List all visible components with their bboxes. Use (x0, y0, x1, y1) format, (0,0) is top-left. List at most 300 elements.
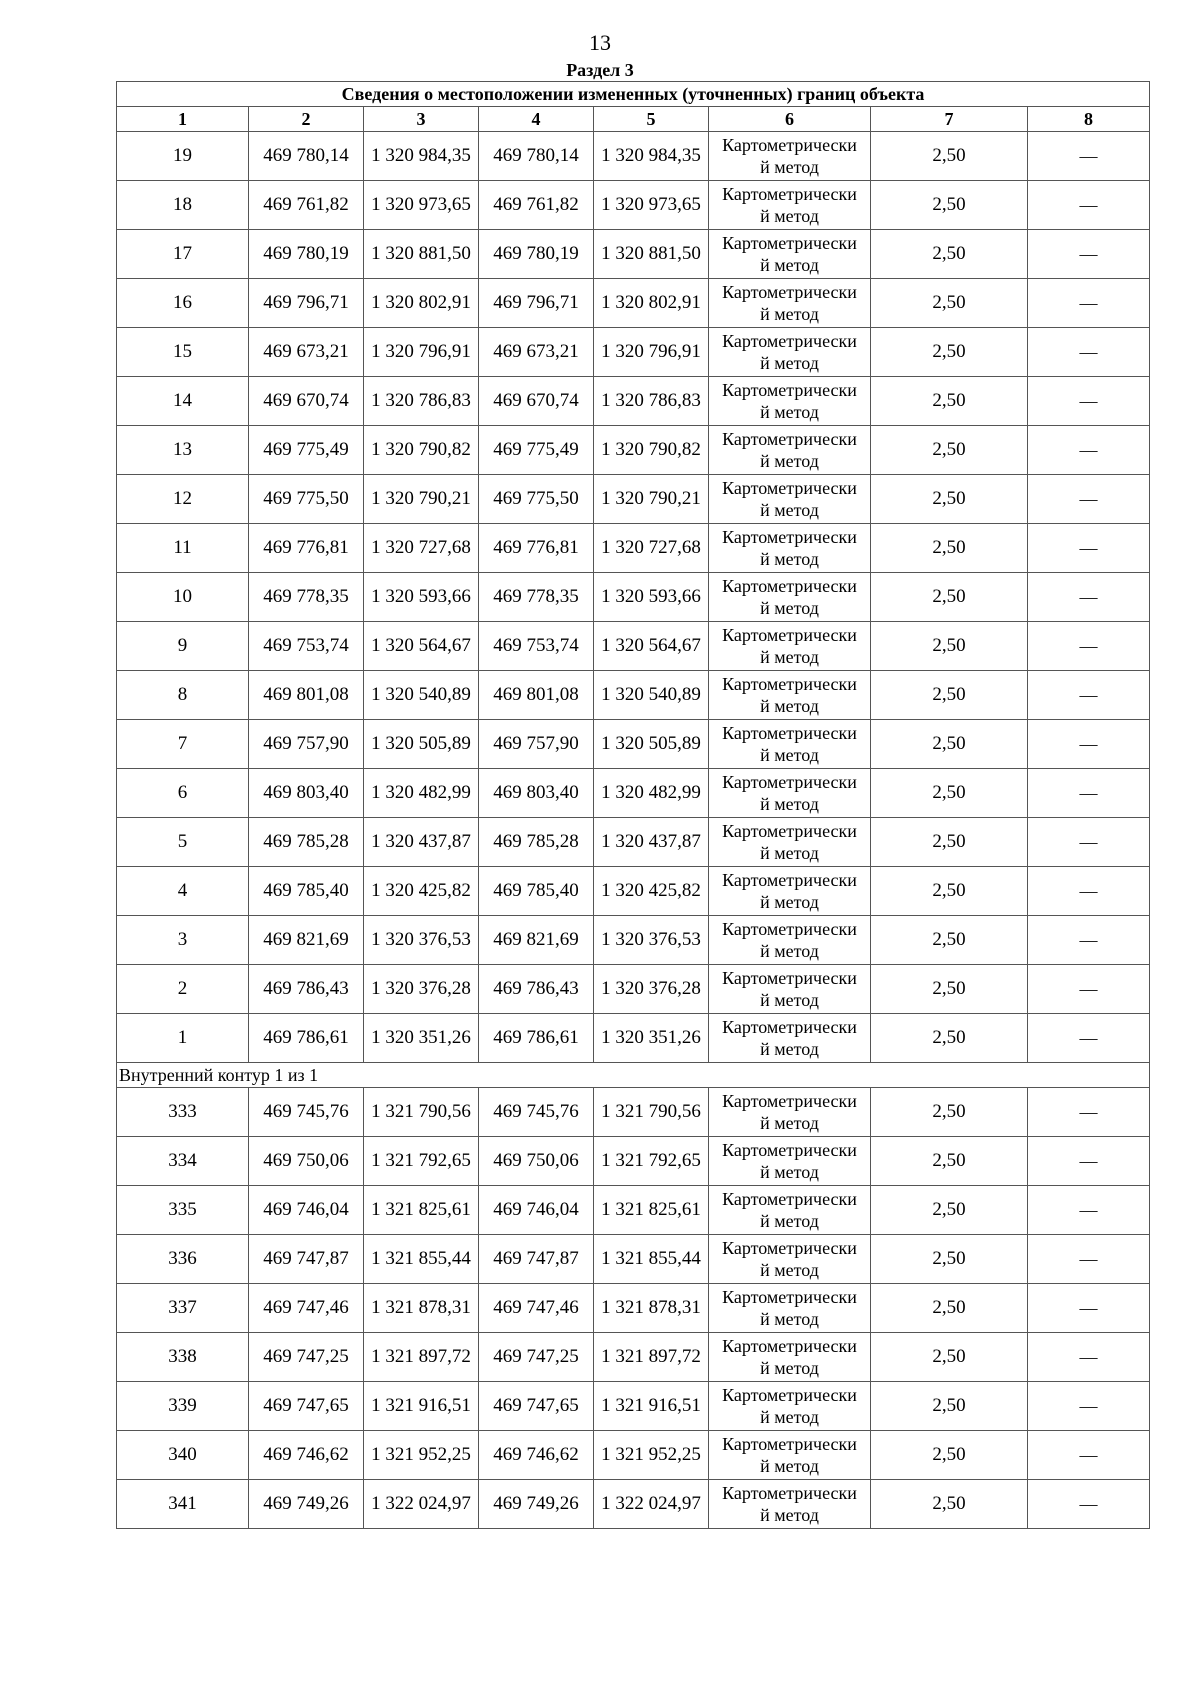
refined-y-cell: 1 320 790,82 (594, 426, 709, 475)
existing-y-cell: 1 320 802,91 (364, 279, 479, 328)
inner-contour-label: Внутренний контур 1 из 1 (117, 1063, 1150, 1088)
refined-x-cell: 469 803,40 (479, 769, 594, 818)
point-number-cell: 10 (117, 573, 249, 622)
description-cell: — (1028, 720, 1150, 769)
method-cell (709, 1431, 871, 1480)
existing-y-cell: 1 320 376,28 (364, 965, 479, 1014)
existing-y-cell: 1 320 564,67 (364, 622, 479, 671)
method-line-2: й метод (760, 990, 819, 1010)
refined-x-cell: 469 786,43 (479, 965, 594, 1014)
table-body (117, 132, 1150, 1529)
existing-y-cell: 1 320 790,82 (364, 426, 479, 475)
method-line-2: й метод (760, 451, 819, 471)
method-line-1: Картометрически (722, 1140, 857, 1160)
existing-y-cell: 1 320 425,82 (364, 867, 479, 916)
existing-y-cell: 1 320 790,21 (364, 475, 479, 524)
accuracy-cell: 2,50 (871, 769, 1028, 818)
method-line-2: й метод (760, 1456, 819, 1476)
method-cell (709, 132, 871, 181)
method-line-2: й метод (760, 1039, 819, 1059)
table-row (117, 279, 1150, 328)
existing-x-cell: 469 785,28 (249, 818, 364, 867)
existing-x-cell: 469 786,61 (249, 1014, 364, 1063)
page-number: 13 (589, 30, 611, 55)
accuracy-cell: 2,50 (871, 573, 1028, 622)
table-row (117, 475, 1150, 524)
point-number-cell: 335 (117, 1186, 249, 1235)
method-line-2: й метод (760, 255, 819, 275)
point-number-cell: 14 (117, 377, 249, 426)
existing-y-cell: 1 320 984,35 (364, 132, 479, 181)
description-cell: — (1028, 377, 1150, 426)
method-line-2: й метод (760, 892, 819, 912)
existing-x-cell: 469 821,69 (249, 916, 364, 965)
table-row (117, 1431, 1150, 1480)
table-row (117, 524, 1150, 573)
description-cell: — (1028, 181, 1150, 230)
accuracy-cell: 2,50 (871, 1284, 1028, 1333)
point-number-cell: 340 (117, 1431, 249, 1480)
point-number-cell: 2 (117, 965, 249, 1014)
column-number-2: 2 (249, 107, 364, 132)
point-number-cell: 17 (117, 230, 249, 279)
method-line-2: й метод (760, 598, 819, 618)
method-line-1: Картометрически (722, 723, 857, 743)
accuracy-cell: 2,50 (871, 1431, 1028, 1480)
description-cell: — (1028, 671, 1150, 720)
column-number-3: 3 (364, 107, 479, 132)
description-cell: — (1028, 867, 1150, 916)
refined-x-cell: 469 778,35 (479, 573, 594, 622)
accuracy-cell: 2,50 (871, 867, 1028, 916)
table-row (117, 181, 1150, 230)
existing-x-cell: 469 780,14 (249, 132, 364, 181)
existing-x-cell: 469 747,65 (249, 1382, 364, 1431)
accuracy-cell: 2,50 (871, 1137, 1028, 1186)
description-cell: — (1028, 622, 1150, 671)
description-cell: — (1028, 1088, 1150, 1137)
method-line-1: Картометрически (722, 135, 857, 155)
method-line-2: й метод (760, 794, 819, 814)
point-number-cell: 1 (117, 1014, 249, 1063)
method-line-1: Картометрически (722, 527, 857, 547)
method-line-2: й метод (760, 1162, 819, 1182)
existing-x-cell: 469 746,62 (249, 1431, 364, 1480)
method-cell (709, 279, 871, 328)
table-row (117, 769, 1150, 818)
method-line-1: Картометрически (722, 1091, 857, 1111)
refined-y-cell: 1 320 790,21 (594, 475, 709, 524)
refined-y-cell: 1 321 952,25 (594, 1431, 709, 1480)
refined-x-cell: 469 746,62 (479, 1431, 594, 1480)
table-row (117, 573, 1150, 622)
refined-x-cell: 469 750,06 (479, 1137, 594, 1186)
existing-y-cell: 1 320 482,99 (364, 769, 479, 818)
description-cell: — (1028, 1333, 1150, 1382)
point-number-cell: 337 (117, 1284, 249, 1333)
refined-y-cell: 1 321 792,65 (594, 1137, 709, 1186)
column-number-7: 7 (871, 107, 1028, 132)
existing-y-cell: 1 320 786,83 (364, 377, 479, 426)
method-cell (709, 475, 871, 524)
method-line-1: Картометрически (722, 1189, 857, 1209)
refined-y-cell: 1 320 984,35 (594, 132, 709, 181)
method-cell (709, 1333, 871, 1382)
refined-y-cell: 1 320 802,91 (594, 279, 709, 328)
method-line-1: Картометрически (722, 576, 857, 596)
accuracy-cell: 2,50 (871, 475, 1028, 524)
existing-y-cell: 1 321 878,31 (364, 1284, 479, 1333)
refined-x-cell: 469 821,69 (479, 916, 594, 965)
table-row (117, 818, 1150, 867)
accuracy-cell: 2,50 (871, 1333, 1028, 1382)
method-line-1: Картометрически (722, 1336, 857, 1356)
point-number-cell: 15 (117, 328, 249, 377)
method-line-2: й метод (760, 157, 819, 177)
method-line-2: й метод (760, 549, 819, 569)
accuracy-cell: 2,50 (871, 1480, 1028, 1529)
existing-x-cell: 469 749,26 (249, 1480, 364, 1529)
accuracy-cell: 2,50 (871, 426, 1028, 475)
column-number-1: 1 (117, 107, 249, 132)
method-cell (709, 1284, 871, 1333)
method-cell (709, 1382, 871, 1431)
table-row (117, 622, 1150, 671)
existing-y-cell: 1 320 593,66 (364, 573, 479, 622)
table-row (117, 230, 1150, 279)
existing-x-cell: 469 747,25 (249, 1333, 364, 1382)
existing-y-cell: 1 321 855,44 (364, 1235, 479, 1284)
accuracy-cell: 2,50 (871, 965, 1028, 1014)
existing-y-cell: 1 322 024,97 (364, 1480, 479, 1529)
boundary-coordinates-table (116, 81, 1150, 1529)
point-number-cell: 8 (117, 671, 249, 720)
method-cell (709, 1480, 871, 1529)
point-number-cell: 11 (117, 524, 249, 573)
existing-x-cell: 469 786,43 (249, 965, 364, 1014)
method-line-1: Картометрически (722, 380, 857, 400)
method-line-1: Картометрически (722, 184, 857, 204)
refined-y-cell: 1 320 973,65 (594, 181, 709, 230)
method-line-2: й метод (760, 843, 819, 863)
description-cell: — (1028, 1014, 1150, 1063)
refined-x-cell: 469 747,65 (479, 1382, 594, 1431)
accuracy-cell: 2,50 (871, 328, 1028, 377)
description-cell: — (1028, 1235, 1150, 1284)
existing-x-cell: 469 785,40 (249, 867, 364, 916)
method-line-2: й метод (760, 1309, 819, 1329)
accuracy-cell: 2,50 (871, 377, 1028, 426)
existing-y-cell: 1 320 505,89 (364, 720, 479, 769)
refined-x-cell: 469 747,87 (479, 1235, 594, 1284)
point-number-cell: 3 (117, 916, 249, 965)
existing-y-cell: 1 321 792,65 (364, 1137, 479, 1186)
existing-x-cell: 469 775,50 (249, 475, 364, 524)
refined-y-cell: 1 320 796,91 (594, 328, 709, 377)
accuracy-cell: 2,50 (871, 720, 1028, 769)
accuracy-cell: 2,50 (871, 1235, 1028, 1284)
existing-y-cell: 1 320 796,91 (364, 328, 479, 377)
method-line-1: Картометрически (722, 1434, 857, 1454)
method-cell (709, 671, 871, 720)
method-line-2: й метод (760, 500, 819, 520)
existing-x-cell: 469 776,81 (249, 524, 364, 573)
method-line-2: й метод (760, 696, 819, 716)
refined-x-cell: 469 775,50 (479, 475, 594, 524)
existing-y-cell: 1 320 881,50 (364, 230, 479, 279)
table-row (117, 1333, 1150, 1382)
existing-x-cell: 469 746,04 (249, 1186, 364, 1235)
refined-x-cell: 469 749,26 (479, 1480, 594, 1529)
method-line-2: й метод (760, 353, 819, 373)
point-number-cell: 5 (117, 818, 249, 867)
method-line-2: й метод (760, 1113, 819, 1133)
method-cell (709, 622, 871, 671)
method-cell (709, 1088, 871, 1137)
method-line-1: Картометрически (722, 772, 857, 792)
column-number-8: 8 (1028, 107, 1150, 132)
method-line-1: Картометрически (722, 919, 857, 939)
method-line-2: й метод (760, 941, 819, 961)
description-cell: — (1028, 524, 1150, 573)
description-cell: — (1028, 1480, 1150, 1529)
method-cell (709, 524, 871, 573)
point-number-cell: 338 (117, 1333, 249, 1382)
point-number-cell: 334 (117, 1137, 249, 1186)
existing-x-cell: 469 801,08 (249, 671, 364, 720)
refined-y-cell: 1 320 593,66 (594, 573, 709, 622)
existing-x-cell: 469 803,40 (249, 769, 364, 818)
description-cell: — (1028, 916, 1150, 965)
method-cell (709, 916, 871, 965)
refined-x-cell: 469 670,74 (479, 377, 594, 426)
existing-x-cell: 469 757,90 (249, 720, 364, 769)
existing-x-cell: 469 761,82 (249, 181, 364, 230)
method-line-1: Картометрически (722, 674, 857, 694)
existing-x-cell: 469 778,35 (249, 573, 364, 622)
refined-x-cell: 469 746,04 (479, 1186, 594, 1235)
refined-y-cell: 1 320 376,28 (594, 965, 709, 1014)
point-number-cell: 4 (117, 867, 249, 916)
refined-x-cell: 469 747,25 (479, 1333, 594, 1382)
method-line-2: й метод (760, 206, 819, 226)
accuracy-cell: 2,50 (871, 1186, 1028, 1235)
refined-x-cell: 469 776,81 (479, 524, 594, 573)
description-cell: — (1028, 1137, 1150, 1186)
method-cell (709, 573, 871, 622)
table-row (117, 1382, 1150, 1431)
table-row (117, 720, 1150, 769)
existing-x-cell: 469 673,21 (249, 328, 364, 377)
column-number-6: 6 (709, 107, 871, 132)
description-cell: — (1028, 328, 1150, 377)
refined-x-cell: 469 757,90 (479, 720, 594, 769)
existing-y-cell: 1 320 973,65 (364, 181, 479, 230)
existing-y-cell: 1 321 897,72 (364, 1333, 479, 1382)
table-caption: Сведения о местоположении измененных (уточненных) границ объекта (117, 82, 1150, 107)
method-cell (709, 377, 871, 426)
method-line-2: й метод (760, 1211, 819, 1231)
description-cell: — (1028, 279, 1150, 328)
refined-x-cell: 469 786,61 (479, 1014, 594, 1063)
refined-x-cell: 469 785,40 (479, 867, 594, 916)
description-cell: — (1028, 818, 1150, 867)
accuracy-cell: 2,50 (871, 132, 1028, 181)
refined-y-cell: 1 320 727,68 (594, 524, 709, 573)
existing-x-cell: 469 775,49 (249, 426, 364, 475)
refined-y-cell: 1 321 897,72 (594, 1333, 709, 1382)
existing-x-cell: 469 747,87 (249, 1235, 364, 1284)
method-line-1: Картометрически (722, 331, 857, 351)
refined-y-cell: 1 321 916,51 (594, 1382, 709, 1431)
existing-x-cell: 469 780,19 (249, 230, 364, 279)
method-line-1: Картометрически (722, 625, 857, 645)
refined-x-cell: 469 673,21 (479, 328, 594, 377)
refined-x-cell: 469 753,74 (479, 622, 594, 671)
method-line-1: Картометрически (722, 282, 857, 302)
table-row (117, 1186, 1150, 1235)
method-line-1: Картометрически (722, 968, 857, 988)
existing-y-cell: 1 320 437,87 (364, 818, 479, 867)
point-number-cell: 336 (117, 1235, 249, 1284)
table-row (117, 1137, 1150, 1186)
method-line-1: Картометрически (722, 1017, 857, 1037)
existing-y-cell: 1 320 351,26 (364, 1014, 479, 1063)
existing-y-cell: 1 321 916,51 (364, 1382, 479, 1431)
table-row (117, 328, 1150, 377)
inner-contour-row (117, 1063, 1150, 1088)
refined-x-cell: 469 801,08 (479, 671, 594, 720)
method-line-1: Картометрически (722, 1238, 857, 1258)
description-cell: — (1028, 1284, 1150, 1333)
point-number-cell: 16 (117, 279, 249, 328)
refined-x-cell: 469 775,49 (479, 426, 594, 475)
refined-y-cell: 1 320 540,89 (594, 671, 709, 720)
accuracy-cell: 2,50 (871, 622, 1028, 671)
refined-y-cell: 1 321 825,61 (594, 1186, 709, 1235)
accuracy-cell: 2,50 (871, 916, 1028, 965)
method-cell (709, 720, 871, 769)
method-line-1: Картометрически (722, 870, 857, 890)
description-cell: — (1028, 965, 1150, 1014)
accuracy-cell: 2,50 (871, 1014, 1028, 1063)
existing-x-cell: 469 796,71 (249, 279, 364, 328)
refined-y-cell: 1 321 878,31 (594, 1284, 709, 1333)
method-cell (709, 818, 871, 867)
method-line-1: Картометрически (722, 233, 857, 253)
column-number-row (117, 107, 1150, 132)
description-cell: — (1028, 132, 1150, 181)
table-row (117, 1088, 1150, 1137)
method-cell (709, 181, 871, 230)
table-row (117, 1235, 1150, 1284)
method-line-2: й метод (760, 1260, 819, 1280)
existing-x-cell: 469 750,06 (249, 1137, 364, 1186)
existing-y-cell: 1 320 540,89 (364, 671, 479, 720)
refined-y-cell: 1 320 881,50 (594, 230, 709, 279)
refined-y-cell: 1 321 855,44 (594, 1235, 709, 1284)
refined-y-cell: 1 320 351,26 (594, 1014, 709, 1063)
description-cell: — (1028, 475, 1150, 524)
method-cell (709, 1235, 871, 1284)
method-line-2: й метод (760, 1407, 819, 1427)
method-line-1: Картометрически (722, 478, 857, 498)
refined-y-cell: 1 320 505,89 (594, 720, 709, 769)
point-number-cell: 6 (117, 769, 249, 818)
existing-y-cell: 1 321 825,61 (364, 1186, 479, 1235)
table-row (117, 1284, 1150, 1333)
column-number-5: 5 (594, 107, 709, 132)
table-row (117, 426, 1150, 475)
description-cell: — (1028, 1382, 1150, 1431)
accuracy-cell: 2,50 (871, 671, 1028, 720)
table-row (117, 867, 1150, 916)
table-row (117, 965, 1150, 1014)
table-row (117, 1014, 1150, 1063)
method-line-2: й метод (760, 745, 819, 765)
method-cell (709, 1137, 871, 1186)
description-cell: — (1028, 1431, 1150, 1480)
method-line-1: Картометрически (722, 1483, 857, 1503)
table-row (117, 1480, 1150, 1529)
refined-y-cell: 1 320 564,67 (594, 622, 709, 671)
accuracy-cell: 2,50 (871, 1088, 1028, 1137)
method-line-2: й метод (760, 1358, 819, 1378)
point-number-cell: 9 (117, 622, 249, 671)
point-number-cell: 7 (117, 720, 249, 769)
point-number-cell: 19 (117, 132, 249, 181)
method-cell (709, 1014, 871, 1063)
method-line-2: й метод (760, 304, 819, 324)
description-cell: — (1028, 230, 1150, 279)
accuracy-cell: 2,50 (871, 279, 1028, 328)
refined-y-cell: 1 321 790,56 (594, 1088, 709, 1137)
refined-x-cell: 469 745,76 (479, 1088, 594, 1137)
method-cell (709, 965, 871, 1014)
refined-y-cell: 1 320 786,83 (594, 377, 709, 426)
existing-x-cell: 469 670,74 (249, 377, 364, 426)
refined-x-cell: 469 785,28 (479, 818, 594, 867)
accuracy-cell: 2,50 (871, 181, 1028, 230)
point-number-cell: 13 (117, 426, 249, 475)
section-title: Раздел 3 (566, 60, 634, 80)
refined-y-cell: 1 320 482,99 (594, 769, 709, 818)
existing-y-cell: 1 321 790,56 (364, 1088, 479, 1137)
accuracy-cell: 2,50 (871, 818, 1028, 867)
existing-y-cell: 1 321 952,25 (364, 1431, 479, 1480)
method-cell (709, 426, 871, 475)
method-cell (709, 230, 871, 279)
method-line-2: й метод (760, 1505, 819, 1525)
refined-x-cell: 469 747,46 (479, 1284, 594, 1333)
table-row (117, 916, 1150, 965)
accuracy-cell: 2,50 (871, 524, 1028, 573)
point-number-cell: 333 (117, 1088, 249, 1137)
accuracy-cell: 2,50 (871, 230, 1028, 279)
existing-y-cell: 1 320 376,53 (364, 916, 479, 965)
accuracy-cell: 2,50 (871, 1382, 1028, 1431)
description-cell: — (1028, 769, 1150, 818)
table-row (117, 377, 1150, 426)
point-number-cell: 341 (117, 1480, 249, 1529)
point-number-cell: 18 (117, 181, 249, 230)
refined-y-cell: 1 320 376,53 (594, 916, 709, 965)
refined-y-cell: 1 322 024,97 (594, 1480, 709, 1529)
point-number-cell: 339 (117, 1382, 249, 1431)
method-line-2: й метод (760, 647, 819, 667)
existing-y-cell: 1 320 727,68 (364, 524, 479, 573)
refined-x-cell: 469 780,14 (479, 132, 594, 181)
